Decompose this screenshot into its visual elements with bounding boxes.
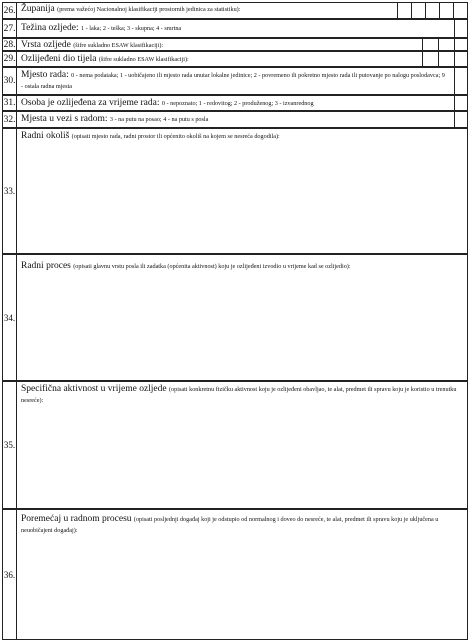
section-number: 36. — [3, 510, 17, 639]
code-boxes — [454, 68, 467, 94]
row-note: 0 - nepoznato; 1 - redovitog; 2 - produženog; 3 - izvanrednog — [161, 100, 314, 107]
section-34 — [2, 254, 468, 381]
code-box[interactable] — [439, 3, 453, 18]
row-number: 27. — [3, 20, 17, 37]
row-note: 1 - laka; 2 - teška; 3 - skupna; 4 - smrtna — [81, 25, 182, 32]
row-title: Težina ozljede: — [21, 23, 79, 33]
section-number: 34. — [3, 255, 17, 380]
section-title: Radni proces — [21, 261, 71, 271]
section-label — [21, 261, 461, 272]
row-32 — [2, 111, 468, 128]
row-label — [21, 114, 465, 125]
section-note: (opisati konkretnu fizičku aktivnost koju je ozlijeđeni obavljao, te alat, predmet ili spravu koju je koristio u trenutku nesreće): — [21, 386, 457, 404]
code-boxes — [454, 96, 467, 110]
section-number: 33. — [3, 129, 17, 253]
code-box[interactable] — [438, 39, 454, 50]
code-box[interactable] — [454, 96, 467, 110]
section-title: Specifična aktivnost u vrijeme ozljede — [21, 384, 167, 394]
section-label — [21, 131, 461, 142]
code-boxes — [454, 112, 467, 127]
row-number: 31. — [3, 98, 16, 108]
row-note: 3 - na putu na posao; 4 - na putu s posla — [109, 116, 209, 123]
code-box[interactable] — [438, 52, 454, 66]
row-label — [21, 54, 465, 65]
row-title: Županija — [21, 4, 55, 14]
section-36 — [2, 509, 468, 640]
row-31 — [2, 95, 468, 111]
code-boxes — [397, 3, 467, 18]
code-box[interactable] — [454, 68, 467, 94]
row-label — [21, 98, 465, 109]
row-number: 29. — [3, 54, 16, 64]
code-box[interactable] — [454, 112, 467, 127]
code-boxes — [422, 52, 467, 66]
code-box[interactable] — [454, 20, 467, 37]
code-box[interactable] — [397, 3, 411, 18]
row-note: (prema važećoj Nacionalnoj klasifikaciji prostornih jedinica za statistiku): — [57, 6, 241, 13]
row-note: (šifre sukladno ESAW klasifikaciji): — [73, 42, 164, 49]
section-note: (opisati posljednji događaj koji je odstupio od normalnog i doveo do nesreće, te alat, predmet ili spravu koju je uključena u neuobičajeni događaj): — [21, 516, 439, 534]
row-number: 28. — [3, 39, 16, 50]
code-box[interactable] — [454, 39, 467, 50]
code-box[interactable] — [422, 39, 438, 50]
row-number: 32. — [3, 112, 17, 127]
row-title: Osoba je ozlijeđena za vrijeme rada: — [21, 98, 160, 108]
code-box[interactable] — [453, 3, 467, 18]
code-boxes — [454, 20, 467, 37]
row-label — [21, 40, 465, 51]
section-title: Poremećaj u radnom procesu — [21, 514, 132, 524]
code-box[interactable] — [425, 3, 439, 18]
code-boxes — [422, 39, 467, 50]
section-label — [21, 514, 461, 536]
row-30 — [2, 67, 468, 95]
row-number: 30. — [3, 68, 17, 94]
section-number: 35. — [3, 382, 17, 508]
row-27 — [2, 19, 468, 38]
row-title: Mjesta u vezi s radom: — [21, 114, 108, 124]
code-box[interactable] — [454, 52, 467, 66]
row-label — [21, 23, 465, 34]
row-28 — [2, 38, 468, 51]
row-note: (šifre sukladno ESAW klasifikaciji): — [98, 56, 189, 63]
row-title: Vrsta ozljede — [21, 40, 71, 50]
row-title: Ozlijeđeni dio tijela — [21, 54, 97, 64]
code-box[interactable] — [411, 3, 425, 18]
section-note: (opisati glavnu vrstu posla ili zadatka (općenita aktivnost) koju je ozlijeđeni izvodio u vrijeme kad se ozlijedio): — [73, 263, 351, 270]
row-26 — [2, 2, 468, 19]
code-box[interactable] — [422, 52, 438, 66]
section-label — [21, 384, 461, 406]
row-number: 26. — [3, 3, 17, 18]
section-35 — [2, 381, 468, 509]
section-33 — [2, 128, 468, 254]
row-29 — [2, 51, 468, 67]
section-note: (opisati mjesto rada, radni prostor ili općenito okoliš na kojem se nesreća dogodila): — [71, 133, 280, 140]
section-title: Radni okoliš — [21, 131, 70, 141]
row-note: 0 - nema podataka; 1 - uobičajeno ili mjesto rada unutar lokalne jedinice; 2 - povremeno ili pokretno mjesto rada ili putovanje po nalogu poslodavca; 9 - ostala radna mjesta — [21, 72, 445, 90]
row-title: Mjesto rada: — [21, 70, 69, 80]
row-label — [21, 70, 447, 92]
